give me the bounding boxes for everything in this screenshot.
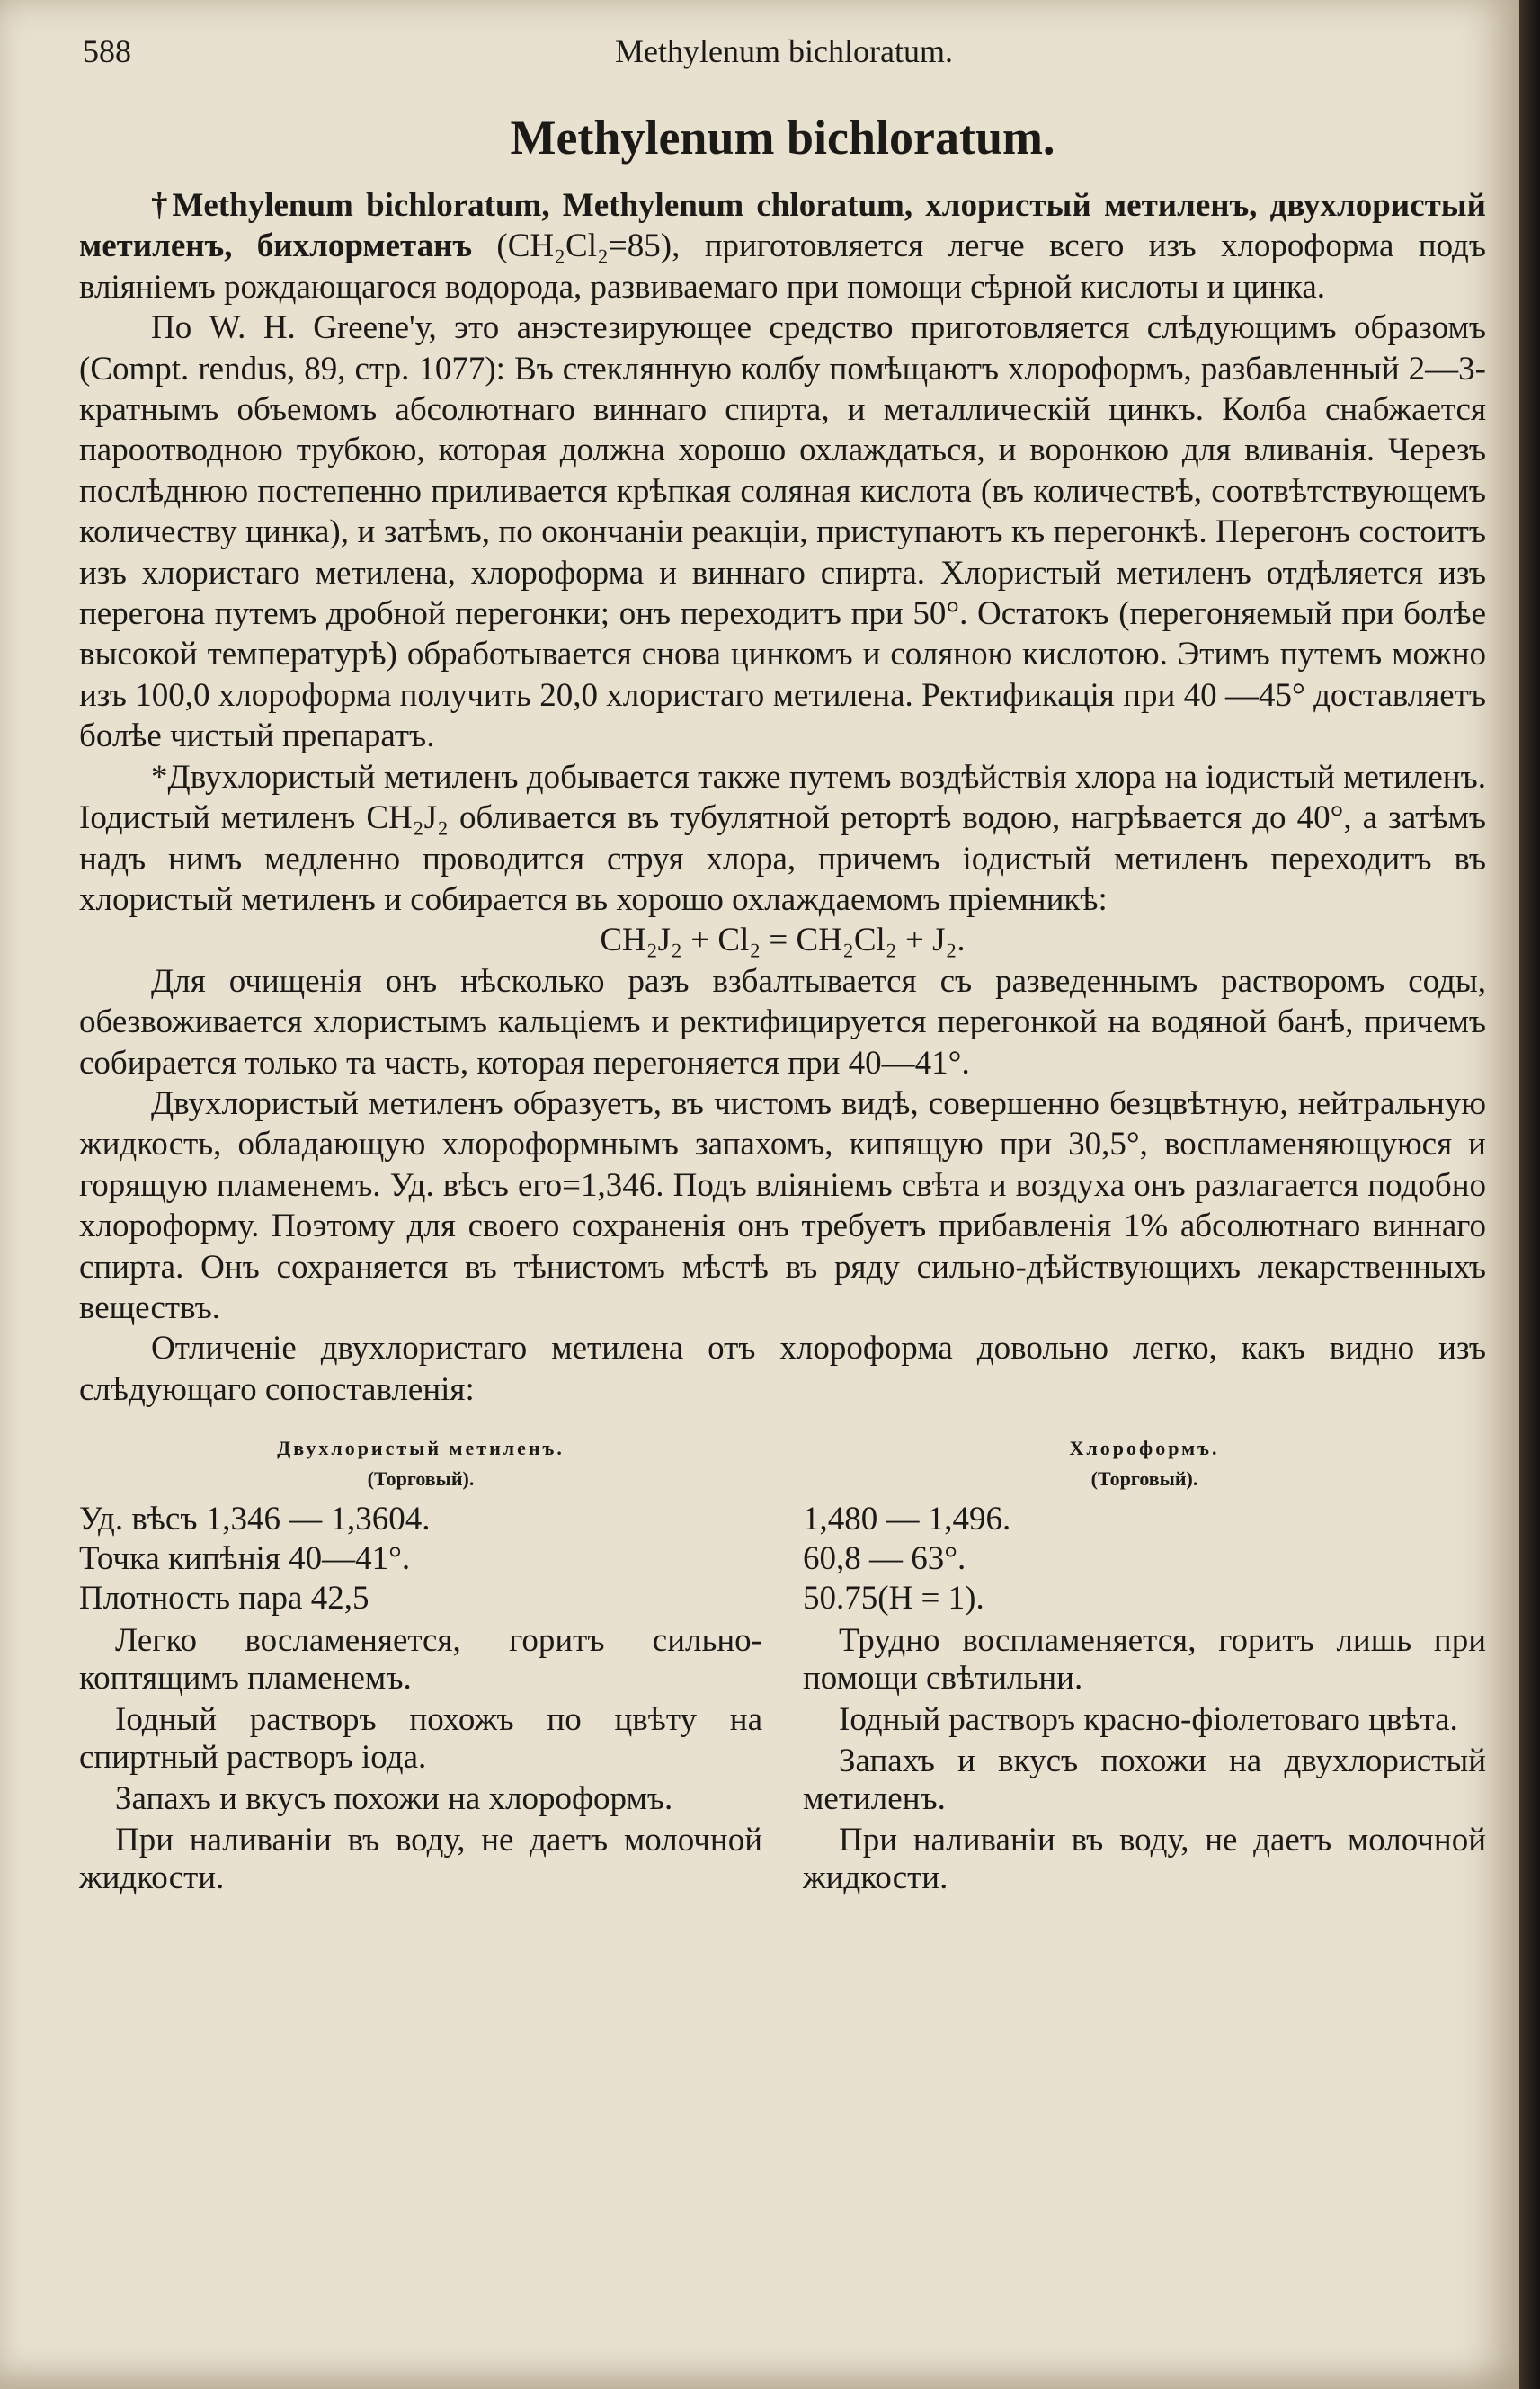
vapor-density: Плотность пара 42,5	[79, 1580, 369, 1618]
flammability: Трудно воспламеняется, горитъ лишь при помощи свѣтильни.	[803, 1622, 1486, 1698]
intro-text: (CH₂Cl₂=85), приготовляется легче всего изъ хлороформа подъ вліяніемъ рождающагося водорода, развиваемаго при помощи сѣрной кислоты и цинка.	[79, 227, 1486, 306]
specific-gravity: Уд. вѣсъ 1,346 — 1,3604.	[79, 1501, 431, 1538]
book-gutter-shadow	[1519, 0, 1540, 2389]
boiling-point: Точка кипѣнія 40—41°.	[79, 1540, 411, 1578]
iodine-test: Іодный растворъ похожъ по цвѣту на спиртный растворъ іода.	[79, 1701, 762, 1777]
iodine-test: Іодный растворъ красно-фіолетоваго цвѣта.	[839, 1701, 1458, 1739]
column-subheading: (Торговый).	[1090, 1467, 1198, 1491]
boiling-point: 60,8 — 63°.	[803, 1540, 966, 1578]
chemical-equation: CH₂J₂ + Cl₂ = CH₂Cl₂ + J₂.	[600, 922, 966, 959]
comparison-column-chloroform	[803, 1437, 1486, 1897]
column-heading: Хлороформъ.	[1069, 1437, 1220, 1460]
column-subheading: (Торговый).	[367, 1467, 475, 1491]
smell-taste: Запахъ и вкусъ похожи на двухлористый метиленъ.	[803, 1743, 1486, 1818]
running-head	[83, 20, 1485, 74]
smell-taste: Запахъ и вкусъ похожи на хлороформъ.	[115, 1780, 673, 1818]
comparison-column-dichloromethane	[79, 1437, 762, 1897]
paragraph-intro	[79, 185, 1486, 308]
comparison-table	[79, 1437, 1486, 1897]
running-title: Methylenum bichloratum.	[615, 33, 953, 69]
column-heading: Двухлористый метиленъ.	[277, 1437, 565, 1460]
article-body	[79, 106, 1486, 1897]
vapor-density: 50.75(H = 1).	[803, 1580, 984, 1618]
paragraph-iodide-method: *Двухлористый метиленъ добывается также путемъ воздѣйствія хлора на іодистый метиленъ. Іодистый метиленъ CH₂J₂ обливается въ тубулятной ретортѣ водою, нагрѣвается до 40°, а затѣмъ надъ нимъ медленно проводится струя хлора, причемъ іодистый метиленъ переходитъ въ хлористый метиленъ и собирается въ хорошо охлаждаемомъ пріемникѣ:	[79, 758, 1486, 918]
paragraph-comparison-intro: Отличеніе двухлористаго метилена отъ хлороформа довольно легко, какъ видно изъ слѣдующаго сопоставленія:	[79, 1330, 1486, 1408]
article-title: Methylenum bichloratum.	[510, 111, 1055, 165]
water-test: При наливаніи въ воду, не даетъ молочной жидкости.	[803, 1822, 1486, 1897]
paragraph-greene-method: По W. H. Greene'у, это анэстезирующее средство приготовляется слѣдующимъ образомъ (Compt. rendus, 89, стр. 1077): Въ стеклянную колбу помѣщаютъ хлороформъ, разбавленный 2—3-кратнымъ объемомъ абсолютнаго виннаго спирта, и металлическій цинкъ. Колба снабжается пароотводною трубкою, которая должна хорошо охлаждаться, и воронкою для вливанія. Черезъ послѣднюю постепенно приливается крѣпкая соляная кислота (въ количествѣ, соотвѣтствующемъ количеству цинка), и затѣмъ, по окончаніи реакціи, приступаютъ къ перегонкѣ. Перегонъ состоитъ изъ хлористаго метилена, хлороформа и виннаго спирта. Хлористый метиленъ отдѣляется изъ перегона путемъ дробной перегонки; онъ переходитъ при 50°. Остатокъ (перегоняемый при болѣе высокой температурѣ) обработывается снова цинкомъ и соляною кислотою. Этимъ путемъ можно изъ 100,0 хлороформа получить 20,0 хлористаго метилена. Ректификація при 40 —45° доставляетъ болѣе чистый препаратъ.	[79, 309, 1486, 755]
page-number: 588	[83, 33, 131, 69]
paragraph-properties: Двухлористый метиленъ образуетъ, въ чистомъ видѣ, совершенно безцвѣтную, нейтральную жидкость, обладающую хлороформнымъ запахомъ, кипящую при 30,5°, воспламеняющуюся и горящую пламенемъ. Уд. вѣсъ его=1,346. Подъ вліяніемъ свѣта и воздуха онъ разлагается подобно хлороформу. Поэтому для своего сохраненія онъ требуетъ прибавленія 1% абсолютнаго виннаго спирта. Онъ сохраняется въ тѣнистомъ мѣстѣ въ ряду сильно-дѣйствующихъ лекарственныхъ веществъ.	[79, 1084, 1486, 1326]
water-test: При наливаніи въ воду, не даетъ молочной жидкости.	[79, 1822, 762, 1897]
flammability: Легко восламеняется, горитъ сильно-коптящимъ пламенемъ.	[79, 1622, 762, 1698]
specific-gravity: 1,480 — 1,496.	[803, 1501, 1011, 1538]
paragraph-purification: Для очищенія онъ нѣсколько разъ взбалтывается съ разведеннымъ растворомъ соды, обезвоживается хлористымъ кальціемъ и ректифицируется перегонкой на водяной банѣ, причемъ собирается только та часть, которая перегоняется при 40—41°.	[79, 962, 1486, 1082]
synonyms-bold: †Methylenum bichloratum, Methylenum chloratum, хлористый метиленъ, двухлористый метиленъ, бихлорметанъ	[79, 187, 1486, 265]
